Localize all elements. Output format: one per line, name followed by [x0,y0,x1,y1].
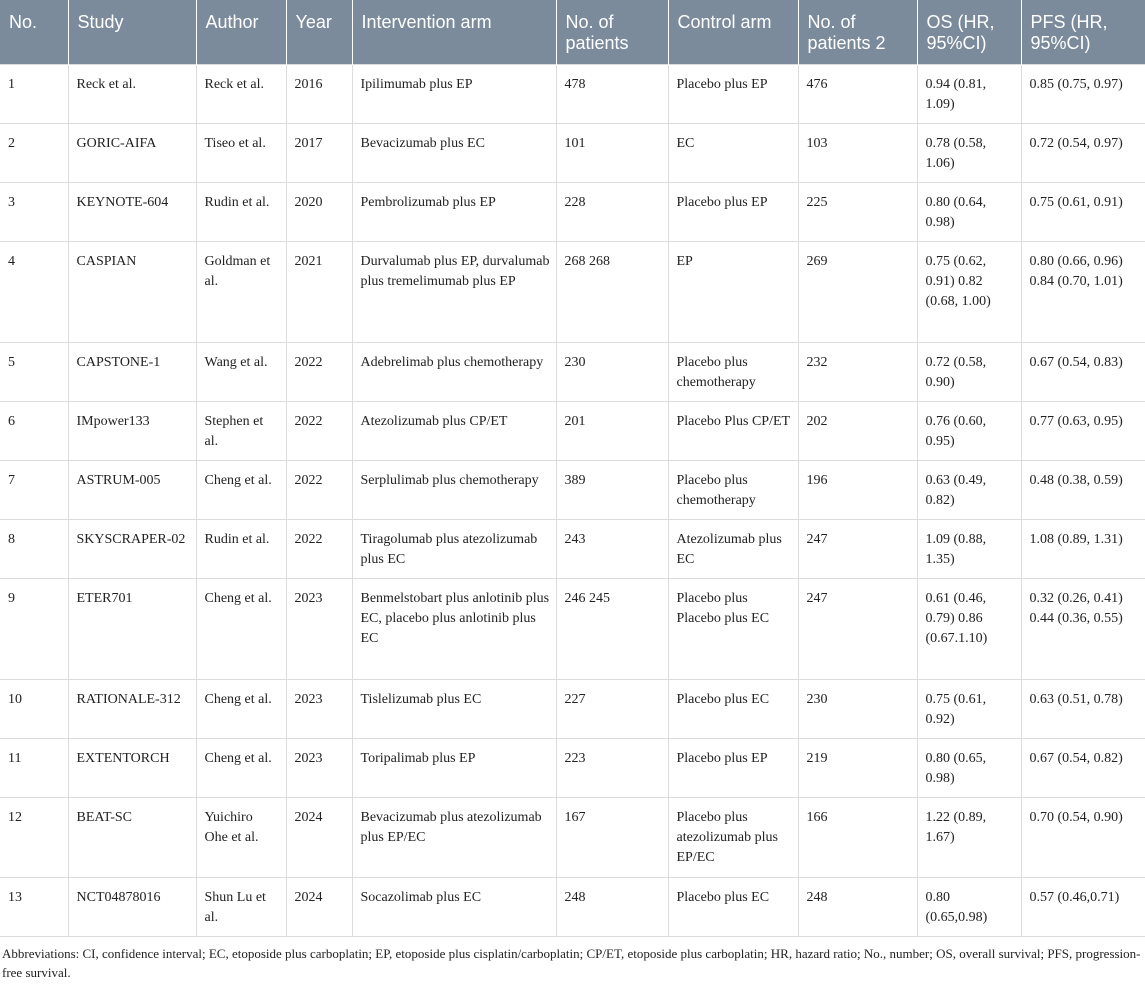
cell-author: Reck et al. [196,65,286,124]
cell-no: 13 [0,878,68,937]
cell-year: 2022 [286,461,352,520]
cell-intervention: Bevacizumab plus atezolizumab plus EP/EC [352,798,556,878]
header-intervention-arm: Intervention arm [352,0,556,65]
cell-year: 2016 [286,65,352,124]
cell-study: Reck et al. [68,65,196,124]
cell-intervention: Serplulimab plus chemotherapy [352,461,556,520]
cell-intervention: Ipilimumab plus EP [352,65,556,124]
cell-year: 2021 [286,242,352,343]
table-row [0,242,1145,343]
cell-patients-intervention: 389 [556,461,668,520]
cell-study: RATIONALE-312 [68,680,196,739]
cell-pfs: 0.63 (0.51, 0.78) [1021,680,1145,739]
cell-pfs: 0.70 (0.54, 0.90) [1021,798,1145,878]
cell-patients-control: 202 [798,402,917,461]
table-row [0,878,1145,937]
header-pfs: PFS (HR, 95%CI) [1021,0,1145,65]
cell-os: 0.75 (0.62, 0.91) 0.82 (0.68, 1.00) [917,242,1021,343]
cell-patients-intervention: 227 [556,680,668,739]
cell-no: 11 [0,739,68,798]
cell-control: Placebo plus atezolizumab plus EP/EC [668,798,798,878]
cell-author: Yuichiro Ohe et al. [196,798,286,878]
cell-author: Goldman et al. [196,242,286,343]
cell-control: Placebo plus EP [668,183,798,242]
cell-study: CAPSTONE-1 [68,343,196,402]
cell-patients-control: 166 [798,798,917,878]
cell-pfs: 0.85 (0.75, 0.97) [1021,65,1145,124]
cell-patients-intervention: 230 [556,343,668,402]
cell-os: 0.76 (0.60, 0.95) [917,402,1021,461]
table-row [0,124,1145,183]
header-row [0,0,1145,65]
cell-no: 10 [0,680,68,739]
cell-patients-control: 196 [798,461,917,520]
cell-no: 9 [0,579,68,680]
cell-study: IMpower133 [68,402,196,461]
cell-year: 2017 [286,124,352,183]
cell-no: 7 [0,461,68,520]
header-control-arm: Control arm [668,0,798,65]
cell-control: EC [668,124,798,183]
table-row [0,798,1145,878]
table-row [0,343,1145,402]
cell-author: Rudin et al. [196,183,286,242]
cell-pfs: 0.57 (0.46,0.71) [1021,878,1145,937]
cell-os: 0.80 (0.65, 0.98) [917,739,1021,798]
cell-year: 2024 [286,878,352,937]
cell-patients-intervention: 243 [556,520,668,579]
header-patients-intervention: No. of patients [556,0,668,65]
header-patients-control: No. of patients 2 [798,0,917,65]
abbreviations-footnote: Abbreviations: CI, confidence interval; EC, etoposide plus carboplatin; EP, etoposide plus cisplatin/carboplatin; CP/ET, etoposide plus carboplatin; HR, hazard ratio; No., number; OS, overall survival; PFS, progression-free survival. [2,946,1141,980]
cell-os: 0.75 (0.61, 0.92) [917,680,1021,739]
cell-study: KEYNOTE-604 [68,183,196,242]
cell-os: 1.09 (0.88, 1.35) [917,520,1021,579]
cell-control: Atezolizumab plus EC [668,520,798,579]
cell-pfs: 0.48 (0.38, 0.59) [1021,461,1145,520]
cell-patients-intervention: 268 268 [556,242,668,343]
cell-study: ETER701 [68,579,196,680]
cell-control: Placebo plus Placebo plus EC [668,579,798,680]
cell-patients-intervention: 167 [556,798,668,878]
table-row [0,739,1145,798]
cell-pfs: 0.77 (0.63, 0.95) [1021,402,1145,461]
cell-intervention: Benmelstobart plus anlotinib plus EC, placebo plus anlotinib plus EC [352,579,556,680]
cell-author: Rudin et al. [196,520,286,579]
cell-year: 2024 [286,798,352,878]
table-row [0,579,1145,680]
cell-os: 0.61 (0.46, 0.79) 0.86 (0.67.1.10) [917,579,1021,680]
cell-study: SKYSCRAPER-02 [68,520,196,579]
cell-no: 4 [0,242,68,343]
cell-patients-control: 219 [798,739,917,798]
cell-year: 2023 [286,579,352,680]
cell-patients-control: 103 [798,124,917,183]
cell-year: 2022 [286,343,352,402]
cell-control: Placebo plus chemotherapy [668,461,798,520]
cell-study: CASPIAN [68,242,196,343]
cell-study: NCT04878016 [68,878,196,937]
cell-os: 0.63 (0.49, 0.82) [917,461,1021,520]
cell-intervention: Tislelizumab plus EC [352,680,556,739]
cell-no: 1 [0,65,68,124]
cell-study: BEAT-SC [68,798,196,878]
cell-patients-control: 269 [798,242,917,343]
cell-patients-intervention: 223 [556,739,668,798]
cell-year: 2022 [286,402,352,461]
cell-no: 6 [0,402,68,461]
cell-intervention: Toripalimab plus EP [352,739,556,798]
header-no: No. [0,0,68,65]
cell-author: Shun Lu et al. [196,878,286,937]
header-os: OS (HR, 95%CI) [917,0,1021,65]
table-row [0,680,1145,739]
cell-control: Placebo plus EC [668,680,798,739]
cell-pfs: 0.32 (0.26, 0.41) 0.44 (0.36, 0.55) [1021,579,1145,680]
cell-patients-control: 225 [798,183,917,242]
cell-os: 0.94 (0.81, 1.09) [917,65,1021,124]
cell-pfs: 0.75 (0.61, 0.91) [1021,183,1145,242]
cell-patients-control: 476 [798,65,917,124]
cell-patients-intervention: 478 [556,65,668,124]
cell-intervention: Pembrolizumab plus EP [352,183,556,242]
table-row [0,402,1145,461]
cell-author: Cheng et al. [196,739,286,798]
cell-author: Wang et al. [196,343,286,402]
cell-no: 3 [0,183,68,242]
cell-os: 0.80 (0.64, 0.98) [917,183,1021,242]
cell-control: EP [668,242,798,343]
cell-author: Cheng et al. [196,579,286,680]
cell-year: 2023 [286,739,352,798]
table-row [0,520,1145,579]
cell-control: Placebo plus EP [668,65,798,124]
table-row [0,461,1145,520]
cell-patients-intervention: 228 [556,183,668,242]
table-row [0,183,1145,242]
cell-intervention: Socazolimab plus EC [352,878,556,937]
cell-patients-control: 247 [798,520,917,579]
cell-pfs: 0.72 (0.54, 0.97) [1021,124,1145,183]
table-row [0,65,1145,124]
cell-control: Placebo plus chemotherapy [668,343,798,402]
cell-patients-intervention: 246 245 [556,579,668,680]
cell-control: Placebo plus EC [668,878,798,937]
cell-intervention: Tiragolumab plus atezolizumab plus EC [352,520,556,579]
cell-os: 0.72 (0.58, 0.90) [917,343,1021,402]
cell-study: ASTRUM-005 [68,461,196,520]
cell-control: Placebo Plus CP/ET [668,402,798,461]
cell-intervention: Adebrelimab plus chemotherapy [352,343,556,402]
cell-patients-intervention: 101 [556,124,668,183]
cell-intervention: Atezolizumab plus CP/ET [352,402,556,461]
cell-os: 1.22 (0.89, 1.67) [917,798,1021,878]
cell-pfs: 0.80 (0.66, 0.96) 0.84 (0.70, 1.01) [1021,242,1145,343]
cell-intervention: Durvalumab plus EP, durvalumab plus tremelimumab plus EP [352,242,556,343]
cell-author: Cheng et al. [196,461,286,520]
cell-pfs: 0.67 (0.54, 0.82) [1021,739,1145,798]
cell-no: 12 [0,798,68,878]
cell-patients-control: 248 [798,878,917,937]
cell-year: 2023 [286,680,352,739]
header-year: Year [286,0,352,65]
cell-year: 2020 [286,183,352,242]
cell-year: 2022 [286,520,352,579]
cell-intervention: Bevacizumab plus EC [352,124,556,183]
cell-no: 5 [0,343,68,402]
cell-study: GORIC-AIFA [68,124,196,183]
cell-author: Stephen et al. [196,402,286,461]
cell-no: 2 [0,124,68,183]
cell-author: Cheng et al. [196,680,286,739]
header-study: Study [68,0,196,65]
cell-os: 0.80 (0.65,0.98) [917,878,1021,937]
cell-study: EXTENTORCH [68,739,196,798]
cell-no: 8 [0,520,68,579]
cell-patients-control: 230 [798,680,917,739]
cell-pfs: 1.08 (0.89, 1.31) [1021,520,1145,579]
cell-patients-intervention: 248 [556,878,668,937]
cell-pfs: 0.67 (0.54, 0.83) [1021,343,1145,402]
cell-patients-control: 232 [798,343,917,402]
cell-control: Placebo plus EP [668,739,798,798]
cell-patients-intervention: 201 [556,402,668,461]
cell-os: 0.78 (0.58, 1.06) [917,124,1021,183]
cell-author: Tiseo et al. [196,124,286,183]
header-author: Author [196,0,286,65]
cell-patients-control: 247 [798,579,917,680]
